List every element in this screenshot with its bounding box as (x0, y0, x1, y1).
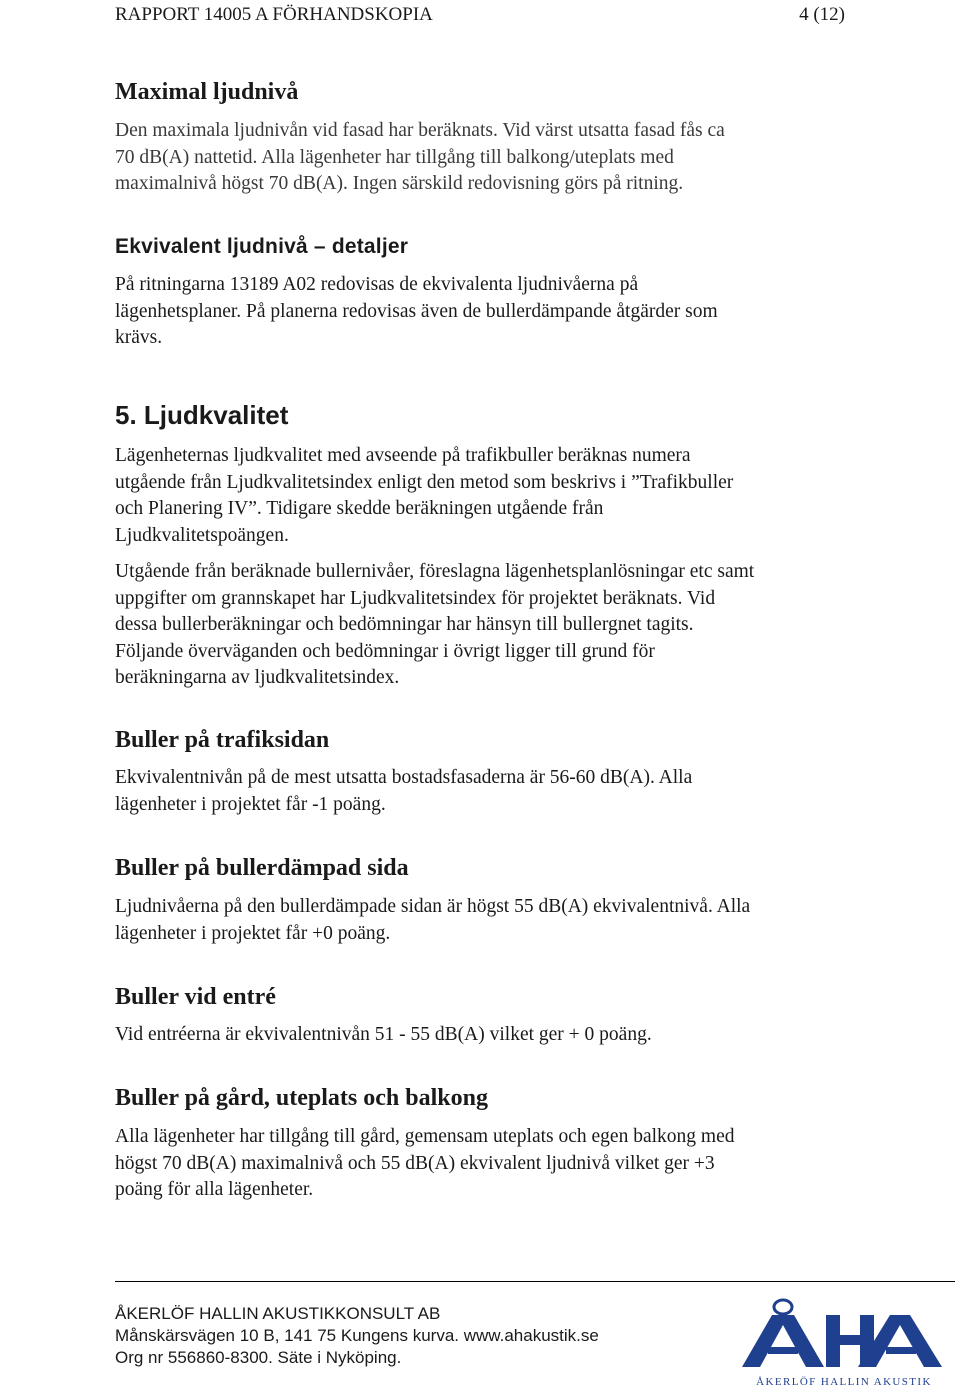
paragraph-line: Ljudkvalitetspoängen. (115, 524, 289, 546)
logo-mark (742, 1300, 942, 1367)
heading-buller-trafiksidan: Buller på trafiksidan (115, 727, 330, 753)
aha-logo-icon (728, 1297, 960, 1389)
paragraph-bullerdampad (115, 894, 875, 947)
footer-address: Månskärsvägen 10 B, 141 75 Kungens kurva. www.ahakustik.se (115, 1326, 599, 1345)
paragraph-gard (115, 1124, 875, 1204)
paragraph-line: maximalnivå högst 70 dB(A). Ingen särskild redovisning görs på ritning. (115, 173, 684, 194)
paragraph-line: poäng för alla lägenheter. (115, 1179, 314, 1200)
paragraph-entre (115, 1022, 875, 1049)
paragraph-line: 70 dB(A) nattetid. Alla lägenheter har tillgång till balkong/uteplats med (115, 146, 674, 168)
paragraph-ljudkvalitet-1 (115, 443, 875, 549)
paragraph-line: krävs. (115, 327, 163, 348)
paragraph-line: dessa bullerberäkningar och bedömningar har hänsyn till bullergnet tagits. (115, 614, 694, 635)
page-header (115, 4, 845, 28)
page-number: 4 (12) (799, 4, 845, 25)
paragraph-line: Följande överväganden och bedömningar i övrigt ligger till grund för (115, 640, 655, 662)
heading-buller-bullerdampad: Buller på bullerdämpad sida (115, 855, 409, 881)
paragraph-ljudkvalitet-2 (115, 559, 875, 692)
paragraph-line: Alla lägenheter har tillgång till gård, gemensam uteplats och egen balkong med (115, 1126, 735, 1147)
footer-contact (115, 1303, 599, 1369)
paragraph-line: Ljudnivåerna på den bullerdämpade sidan är högst 55 dB(A) ekvivalentnivå. Alla (115, 896, 751, 917)
paragraph-line: Ekvivalentnivån på de mest utsatta bostadsfasaderna är 56-60 dB(A). Alla (115, 767, 693, 788)
footer-divider (115, 1281, 955, 1282)
paragraph-maximal (115, 118, 875, 198)
paragraph-line: Den maximala ljudnivån vid fasad har beräknats. Vid värst utsatta fasad fås ca (115, 120, 725, 141)
report-title: RAPPORT 14005 A FÖRHANDSKOPIA (115, 4, 433, 25)
paragraph-line: och Planering IV”. Tidigare skedde beräkningen utgående från (115, 498, 604, 519)
logo-tagline: ÅKERLÖF HALLIN AKUSTIK (756, 1376, 932, 1388)
paragraph-line: lägenheter i projektet får -1 poäng. (115, 793, 386, 815)
heading-buller-entre: Buller vid entré (115, 984, 276, 1010)
paragraph-line: På ritningarna 13189 A02 redovisas de ekvivalenta ljudnivåerna på (115, 274, 639, 295)
paragraph-trafiksidan (115, 765, 875, 818)
paragraph-line: lägenhetsplaner. På planerna redovisas även de bullerdämpande åtgärder som (115, 300, 718, 322)
heading-ljudkvalitet: 5. Ljudkvalitet (115, 400, 289, 430)
heading-ekvivalent-detaljer: Ekvivalent ljudnivå – detaljer (115, 235, 409, 258)
paragraph-line: lägenheter i projektet får +0 poäng. (115, 922, 391, 944)
paragraph-line: högst 70 dB(A) maximalnivå och 55 dB(A) ekvivalent ljudnivå vilket ger +3 (115, 1152, 715, 1174)
paragraph-line: Vid entréerna är ekvivalentnivån 51 - 55 dB(A) vilket ger + 0 poäng. (115, 1024, 652, 1045)
paragraph-ekvivalent (115, 272, 875, 352)
heading-buller-gard: Buller på gård, uteplats och balkong (115, 1085, 488, 1111)
paragraph-line: uppgifter om grannskapet har Ljudkvalitetsindex för projektet beräknats. Vid (115, 587, 716, 609)
footer-org: Org nr 556860-8300. Säte i Nyköping. (115, 1348, 402, 1367)
paragraph-line: beräkningarna av ljudkvalitetsindex. (115, 667, 400, 688)
footer-company: ÅKERLÖF HALLIN AKUSTIKKONSULT AB (115, 1304, 441, 1323)
paragraph-line: Lägenheternas ljudkvalitet med avseende på trafikbuller beräknas numera (115, 445, 691, 466)
heading-maximal-ljudniva: Maximal ljudnivå (115, 79, 299, 105)
paragraph-line: Utgående från beräknade bullernivåer, föreslagna lägenhetsplanlösningar etc samt (115, 561, 755, 582)
paragraph-line: utgående från Ljudkvalitetsindex enligt den metod som beskrivs i ”Trafikbuller (115, 471, 734, 493)
company-logo (728, 1297, 960, 1389)
